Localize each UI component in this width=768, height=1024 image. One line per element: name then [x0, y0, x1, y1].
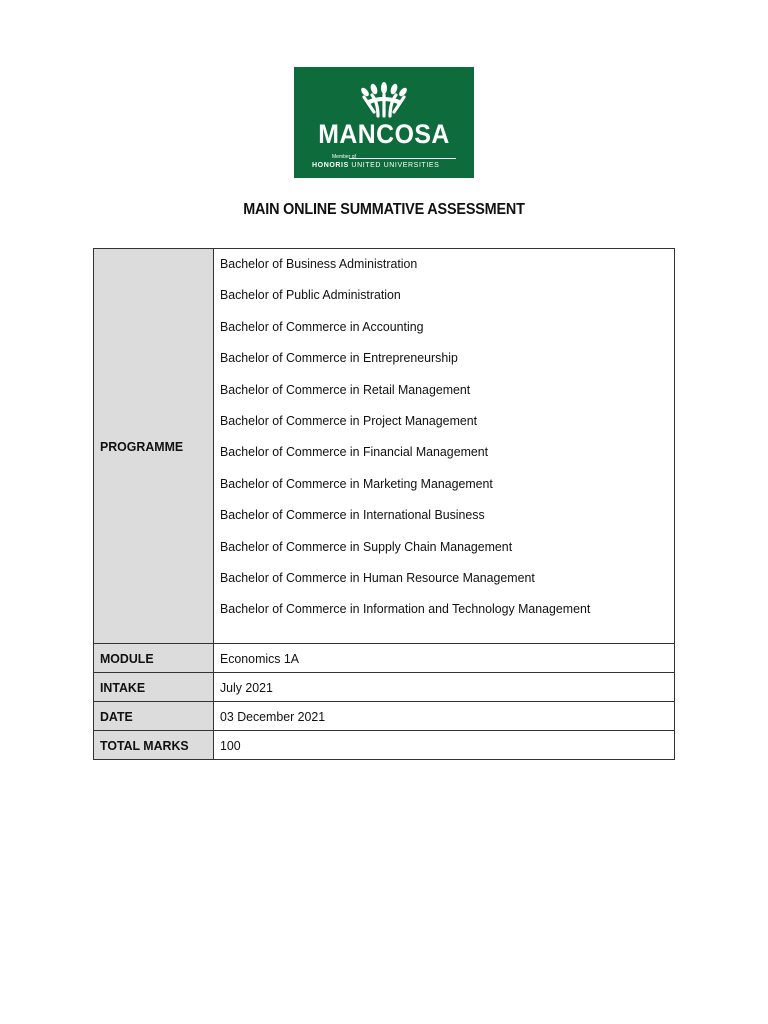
programme-item: [220, 349, 668, 380]
module-value: [214, 644, 675, 673]
programme-name: Bachelor of Commerce in Supply Chain Management: [220, 538, 513, 554]
programme-item: [220, 443, 668, 474]
tree-icon: [294, 67, 474, 127]
date-label: [94, 702, 214, 731]
module-label: [94, 644, 214, 673]
programme-name: Bachelor of Commerce in Financial Management: [220, 444, 489, 460]
programme-list-cell: [214, 249, 675, 644]
intake-row: [94, 673, 675, 702]
programme-name: Bachelor of Commerce in Human Resource Management: [220, 569, 535, 585]
module-row: [94, 644, 675, 673]
total-marks-value: [214, 731, 675, 760]
intake-value-text: July 2021: [220, 679, 273, 695]
programme-name: Bachelor of Commerce in Marketing Management: [220, 475, 493, 491]
date-value: [214, 702, 675, 731]
mancosa-logo: [294, 67, 474, 178]
programme-name: Bachelor of Public Administration: [220, 287, 401, 303]
intake-value: [214, 673, 675, 702]
total-marks-label: [94, 731, 214, 760]
programme-label: [94, 249, 214, 644]
logo-tagline: [312, 162, 462, 169]
programme-name: Bachelor of Business Administration: [220, 256, 418, 271]
programme-item: [220, 569, 668, 600]
programme-item: [220, 318, 668, 349]
programme-item: [220, 412, 668, 443]
logo-wordmark: MANCOSA: [318, 119, 450, 149]
programme-name: Bachelor of Commerce in Entrepreneurship: [220, 350, 458, 366]
module-label-text: MODULE: [100, 650, 154, 666]
programme-name: Bachelor of Commerce in Accounting: [220, 318, 424, 334]
date-row: [94, 702, 675, 731]
logo-member-text: Member of: [332, 154, 356, 160]
programme-name: Bachelor of Commerce in Information and Technology Management: [220, 601, 591, 617]
assessment-info-table: [93, 248, 675, 760]
programme-name: Bachelor of Commerce in International Business: [220, 507, 485, 523]
intake-label: [94, 673, 214, 702]
programme-item: [220, 381, 668, 412]
total-marks-value-text: 100: [220, 737, 241, 753]
programme-list: [220, 255, 668, 632]
programme-name: Bachelor of Commerce in Project Management: [220, 412, 478, 428]
programme-item: [220, 286, 668, 317]
logo-group-rest: UNITED UNIVERSITIES: [351, 162, 440, 169]
programme-item: [220, 506, 668, 537]
date-value-text: 03 December 2021: [220, 708, 326, 724]
logo-group-bold: HONORIS: [312, 162, 349, 169]
programme-row: [94, 249, 675, 644]
total-marks-row: [94, 731, 675, 760]
programme-item: [220, 538, 668, 569]
document-title: MAIN ONLINE SUMMATIVE ASSESSMENT: [243, 201, 525, 218]
module-value-text: Economics 1A: [220, 650, 300, 666]
programme-item: [220, 255, 668, 286]
programme-item: [220, 600, 668, 631]
programme-name: Bachelor of Commerce in Retail Management: [220, 381, 471, 397]
total-marks-label-text: TOTAL MARKS: [100, 737, 189, 753]
intake-label-text: INTAKE: [100, 679, 146, 695]
programme-label-text: PROGRAMME: [100, 438, 184, 454]
programme-item: [220, 475, 668, 506]
date-label-text: DATE: [100, 708, 133, 724]
